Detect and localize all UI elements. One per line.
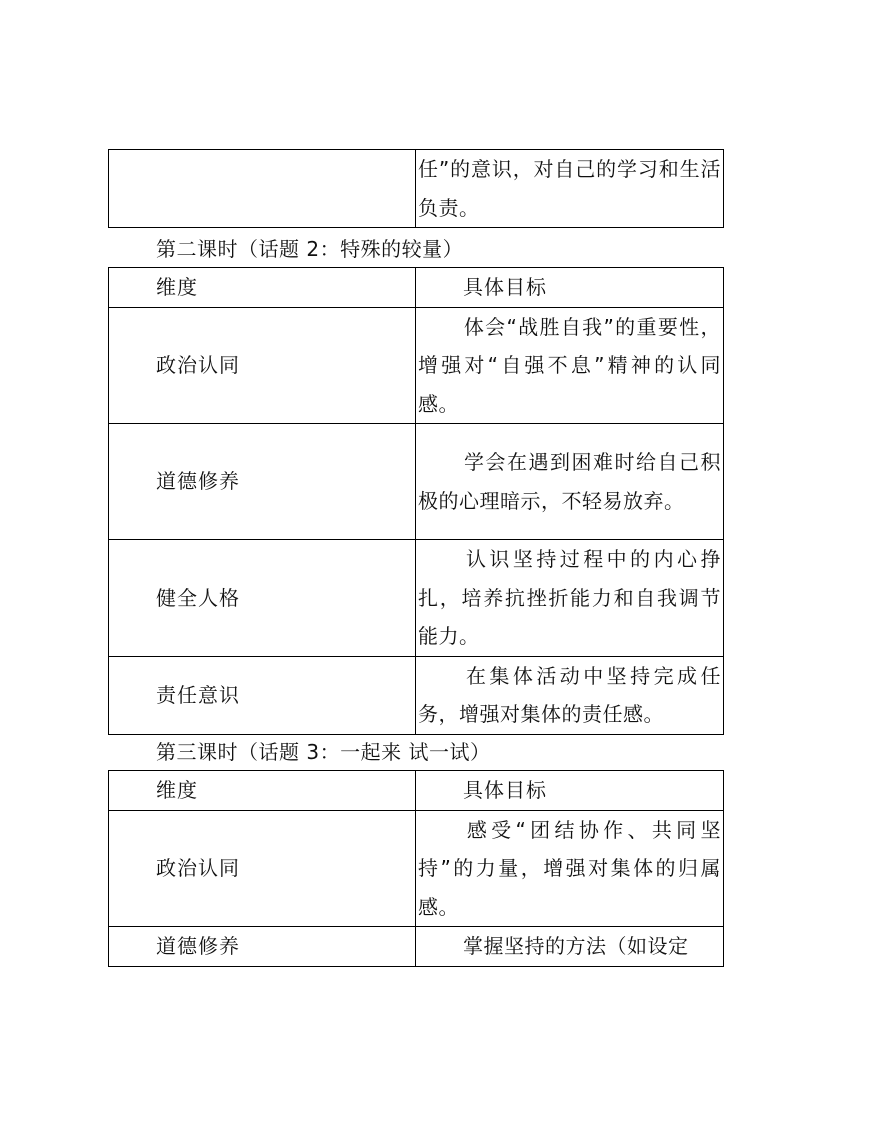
table-row (109, 424, 724, 540)
goal-cell (416, 307, 724, 424)
dimension-cell: 健全人格 (109, 540, 416, 657)
goal-cell (416, 656, 724, 734)
table-row (109, 307, 724, 424)
dimension-cell: 政治认同 (109, 810, 416, 927)
table-row (109, 810, 724, 927)
goal-text: 感受“团结协作、共同坚持”的力量，增强对集体的归属感。 (418, 817, 721, 919)
goal-cell (416, 540, 724, 657)
column-header-goal: 具体目标 (416, 268, 724, 308)
lesson-3-goals-table (108, 770, 724, 967)
table-row (109, 656, 724, 734)
lesson-2-caption: 第二课时（话题 2：特殊的较量） (156, 237, 464, 261)
dimension-cell: 道德修养 (109, 424, 416, 540)
table-row (109, 150, 724, 228)
goal-text: 掌握坚持的方法（如设定 (463, 934, 689, 958)
dimension-cell: 政治认同 (109, 307, 416, 424)
goal-cell (416, 810, 724, 927)
goal-cell (416, 424, 724, 540)
goal-text: 学会在遇到困难时给自己积极的心理暗示，不轻易放弃。 (418, 450, 721, 513)
goal-cell (416, 150, 724, 228)
goal-text: 在集体活动中坚持完成任务，增强对集体的责任感。 (418, 663, 721, 726)
column-header-dimension: 维度 (109, 268, 416, 308)
continued-goals-table (108, 149, 724, 228)
dimension-cell: 责任意识 (109, 656, 416, 734)
goal-cell (416, 927, 724, 967)
lesson-2-goals-table (108, 267, 724, 735)
dimension-cell (109, 150, 416, 228)
table-row (109, 540, 724, 657)
goal-text: 体会“战胜自我”的重要性，增强对“自强不息”精神的认同感。 (418, 314, 721, 416)
column-header-dimension: 维度 (109, 771, 416, 811)
table-header-row (109, 268, 724, 308)
lesson-3-caption: 第三课时（话题 3：一起来 试一试） (156, 740, 491, 764)
table-row (109, 927, 724, 967)
dimension-cell: 道德修养 (109, 927, 416, 967)
goal-text: 任”的意识，对自己的学习和生活负责。 (418, 157, 721, 220)
table-header-row (109, 771, 724, 811)
goal-text: 认识坚持过程中的内心挣扎，培养抗挫折能力和自我调节能力。 (418, 547, 721, 648)
column-header-goal: 具体目标 (416, 771, 724, 811)
